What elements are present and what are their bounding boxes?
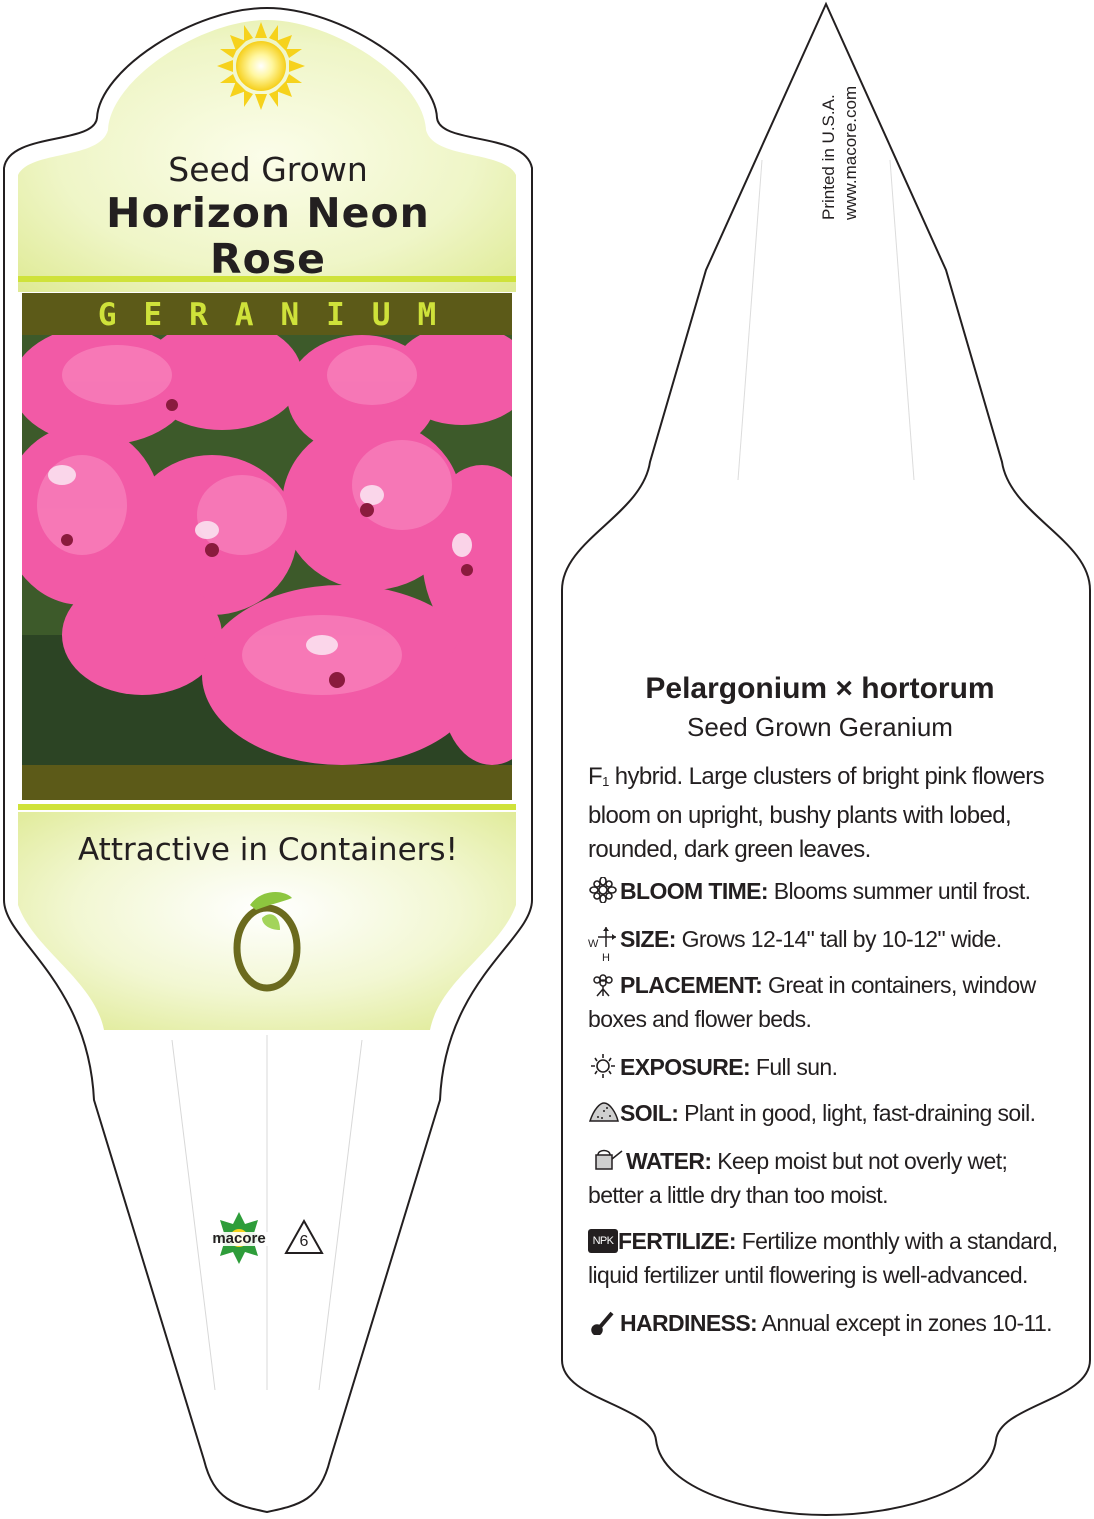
- size-icon-w: W: [588, 938, 598, 950]
- hardiness-label: HARDINESS:: [620, 1310, 758, 1336]
- macore-logo: [204, 1210, 274, 1270]
- recycle-number: 6: [299, 1233, 309, 1250]
- watering-can-icon: [588, 1147, 626, 1173]
- npk-icon: [588, 1229, 618, 1253]
- water-text: Keep moist but not overly wet; better a little dry than too moist.: [588, 1148, 1008, 1208]
- genus-label: GERANIUM: [97, 297, 464, 333]
- desc-sub: 1: [602, 774, 609, 789]
- flower-icon: [588, 877, 620, 903]
- printed-info: [818, 86, 862, 220]
- fertilize-row: [588, 1224, 1068, 1292]
- placement-label: PLACEMENT:: [620, 972, 763, 998]
- hardiness-text: Annual except in zones 10-11.: [757, 1310, 1052, 1336]
- bloom-time-label: BLOOM TIME:: [620, 878, 768, 904]
- website: www.macore.com: [841, 85, 860, 220]
- soil-icon: [588, 1099, 620, 1125]
- hardiness-row: [588, 1306, 1068, 1340]
- water-label: WATER:: [626, 1148, 712, 1174]
- pre-title: Seed Grown: [168, 150, 368, 189]
- description: [588, 760, 1068, 867]
- placement-text: Great in containers, window boxes and flower beds.: [588, 972, 1036, 1032]
- fertilize-label: FERTILIZE:: [618, 1228, 736, 1254]
- desc-prefix: F: [588, 763, 603, 790]
- placement-icon: [588, 971, 620, 997]
- photo-bottom-band: [22, 765, 512, 800]
- variety-name: [18, 190, 518, 282]
- exposure-label: EXPOSURE:: [620, 1054, 751, 1080]
- size-row: [588, 922, 1068, 964]
- bloom-time-row: [588, 874, 1068, 908]
- soil-row: [588, 1096, 1068, 1130]
- size-text: Grows 12-14" tall by 10-12" wide.: [675, 926, 1002, 952]
- desc-text: hybrid. Large clusters of bright pink flowers bloom on upright, bushy plants with lobed, rounded, dark green leaves.: [588, 763, 1044, 863]
- printed-in: Printed in U.S.A.: [819, 94, 838, 220]
- brand-name: macore: [212, 1230, 266, 1247]
- scientific-name: Pelargonium × hortorum: [645, 672, 995, 705]
- size-icon-h: H: [602, 952, 610, 964]
- size-icon: [588, 925, 620, 964]
- size-label: SIZE:: [620, 926, 676, 952]
- variety-line-2: Rose: [210, 235, 326, 283]
- soil-label: SOIL:: [620, 1100, 679, 1126]
- variety-line-1: Horizon Neon: [106, 189, 430, 237]
- sun-logo: [217, 22, 305, 110]
- thermometer-icon: [588, 1309, 620, 1335]
- exposure-text: Full sun.: [750, 1054, 838, 1080]
- exposure-row: [588, 1050, 1068, 1084]
- tagline: Attractive in Containers!: [78, 832, 458, 868]
- common-name: Seed Grown Geranium: [687, 712, 953, 742]
- water-row: [588, 1144, 1068, 1212]
- sun-icon: [588, 1053, 620, 1079]
- recycle-icon: [283, 1218, 325, 1258]
- placement-row: [588, 968, 1068, 1036]
- bloom-time-text: Blooms summer until frost.: [768, 878, 1031, 904]
- npk-label: NPK: [592, 1235, 614, 1247]
- flower-photo: [22, 335, 512, 765]
- fertilize-text: Fertilize monthly with a standard, liquid fertilizer until flowering is well-advanced.: [588, 1228, 1058, 1288]
- soil-text: Plant in good, light, fast-draining soil.: [678, 1100, 1036, 1126]
